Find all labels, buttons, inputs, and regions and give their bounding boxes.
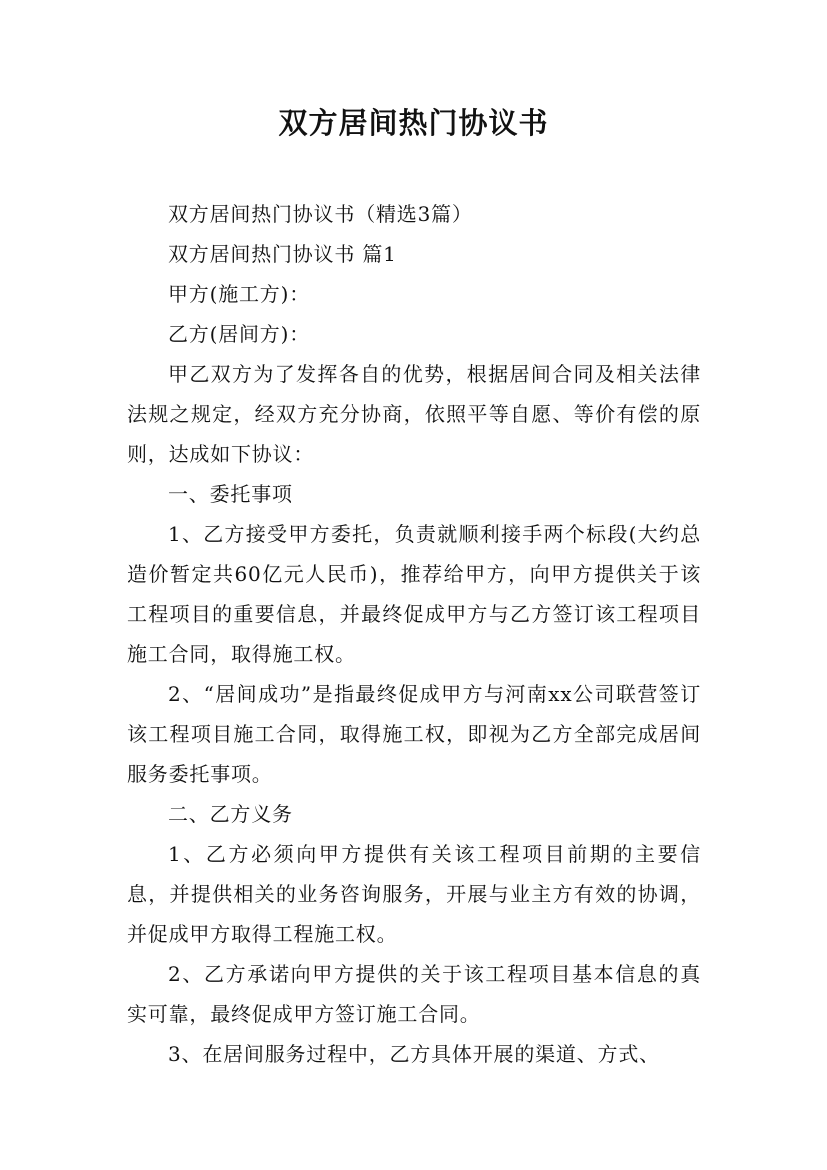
paragraph-item-1-2: 2、“居间成功”是指最终促成甲方与河南xx公司联营签订该工程项目施工合同，取得施工权，即视为乙方全部完成居间服务委托事项。: [127, 682, 701, 786]
paragraph-preamble: 甲乙双方为了发挥各自的优势，根据居间合同及相关法律法规之规定，经双方充分协商，依照平等自愿、等价有偿的原则，达成如下协议：: [127, 362, 701, 466]
document-body: [127, 194, 701, 1074]
paragraph-party-a: 甲方(施工方)：: [168, 282, 311, 306]
paragraph-item-2-3: 3、在居间服务过程中，乙方具体开展的渠道、方式、: [168, 1042, 660, 1066]
paragraph-section-title: 双方居间热门协议书 篇1: [168, 242, 397, 266]
document-title: 双方居间热门协议书: [278, 106, 549, 140]
paragraph-item-2-2: 2、乙方承诺向甲方提供的关于该工程项目基本信息的真实可靠，最终促成甲方签订施工合同。: [127, 962, 701, 1026]
paragraph-heading: 双方居间热门协议书（精选3篇）: [168, 202, 473, 226]
paragraph-item-1-1: 1、乙方接受甲方委托，负责就顺利接手两个标段(大约总造价暂定共60亿元人民币)，推荐给甲方，向甲方提供关于该工程项目的重要信息，并最终促成甲方与乙方签订该工程项目施工合同，取得施工权。: [127, 522, 701, 666]
paragraph-item-2-1: 1、乙方必须向甲方提供有关该工程项目前期的主要信息，并提供相关的业务咨询服务，开展与业主方有效的协调，并促成甲方取得工程施工权。: [127, 842, 701, 946]
paragraph-party-b: 乙方(居间方)：: [168, 322, 311, 346]
paragraph-section-1-heading: 一、委托事项: [168, 482, 293, 506]
paragraph-section-2-heading: 二、乙方义务: [168, 802, 293, 826]
